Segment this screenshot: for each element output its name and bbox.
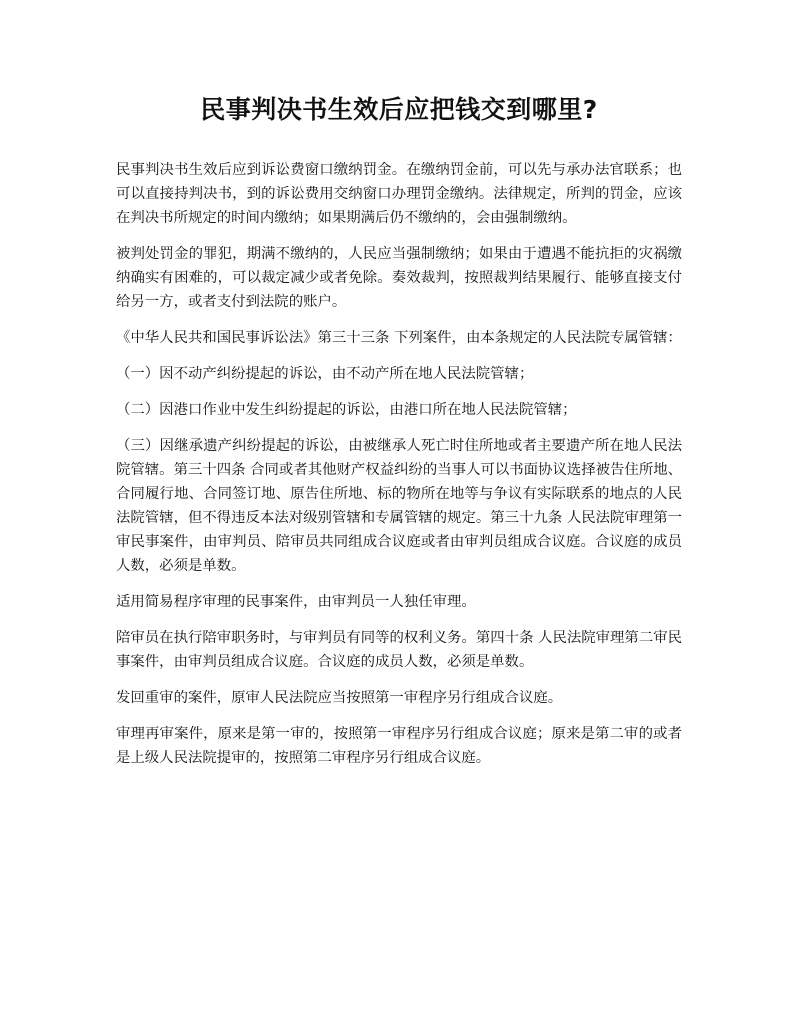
paragraph-4: （一）因不动产纠纷提起的诉讼，由不动产所在地人民法院管辖； [116, 366, 534, 382]
paragraph-3: 《中华人民共和国民事诉讼法》第三十三条 下列案件，由本条规定的人民法院专属管辖： [116, 330, 682, 346]
document-title: 民事判决书生效后应把钱交到哪里? [200, 95, 598, 124]
paragraph-5: （二）因港口作业中发生纠纷提起的诉讼，由港口所在地人民法院管辖； [116, 402, 577, 418]
paragraph-8: 陪审员在执行陪审职务时，与审判员有同等的权利义务。第四十条 人民法院审理第二审民事案件，由审判员组成合议庭。合议庭的成员人数，必须是单数。 [116, 630, 682, 670]
paragraph-7: 适用简易程序审理的民事案件，由审判员一人独任审理。 [116, 594, 476, 610]
paragraph-6: （三）因继承遗产纠纷提起的诉讼，由被继承人死亡时住所地或者主要遗产所在地人民法院管辖。第三十四条 合同或者其他财产权益纠纷的当事人可以书面协议选择被告住所地、合同履行地、合同签订地、原告住所地、标的物所在地等与争议有实际联系的地点的人民法院管辖，但不得违反本法对级别管辖和专属管辖的规定。第三十九条 人民法院审理第一审民事案件，由审判员、陪审员共同组成合议庭或者由审判员组成合议庭。合议庭的成员人数，必须是单数。 [116, 438, 682, 574]
paragraph-9: 发回重审的案件，原审人民法院应当按照第一审程序另行组成合议庭。 [116, 690, 563, 706]
paragraph-10: 审理再审案件，原来是第一审的，按照第一审程序另行组成合议庭；原来是第二审的或者是上级人民法院提审的，按照第二审程序另行组成合议庭。 [116, 726, 682, 766]
paragraph-2: 被判处罚金的罪犯，期满不缴纳的，人民应当强制缴纳；如果由于遭遇不能抗拒的灾祸缴纳确实有困难的，可以裁定减少或者免除。奏效裁判，按照裁判结果履行、能够直接支付给另一方，或者支付到法院的账户。 [116, 246, 682, 310]
paragraph-1: 民事判决书生效后应到诉讼费窗口缴纳罚金。在缴纳罚金前，可以先与承办法官联系；也可以直接持判决书，到的诉讼费用交纳窗口办理罚金缴纳。法律规定，所判的罚金，应该在判决书所规定的时间内缴纳；如果期满后仍不缴纳的，会由强制缴纳。 [116, 162, 682, 226]
